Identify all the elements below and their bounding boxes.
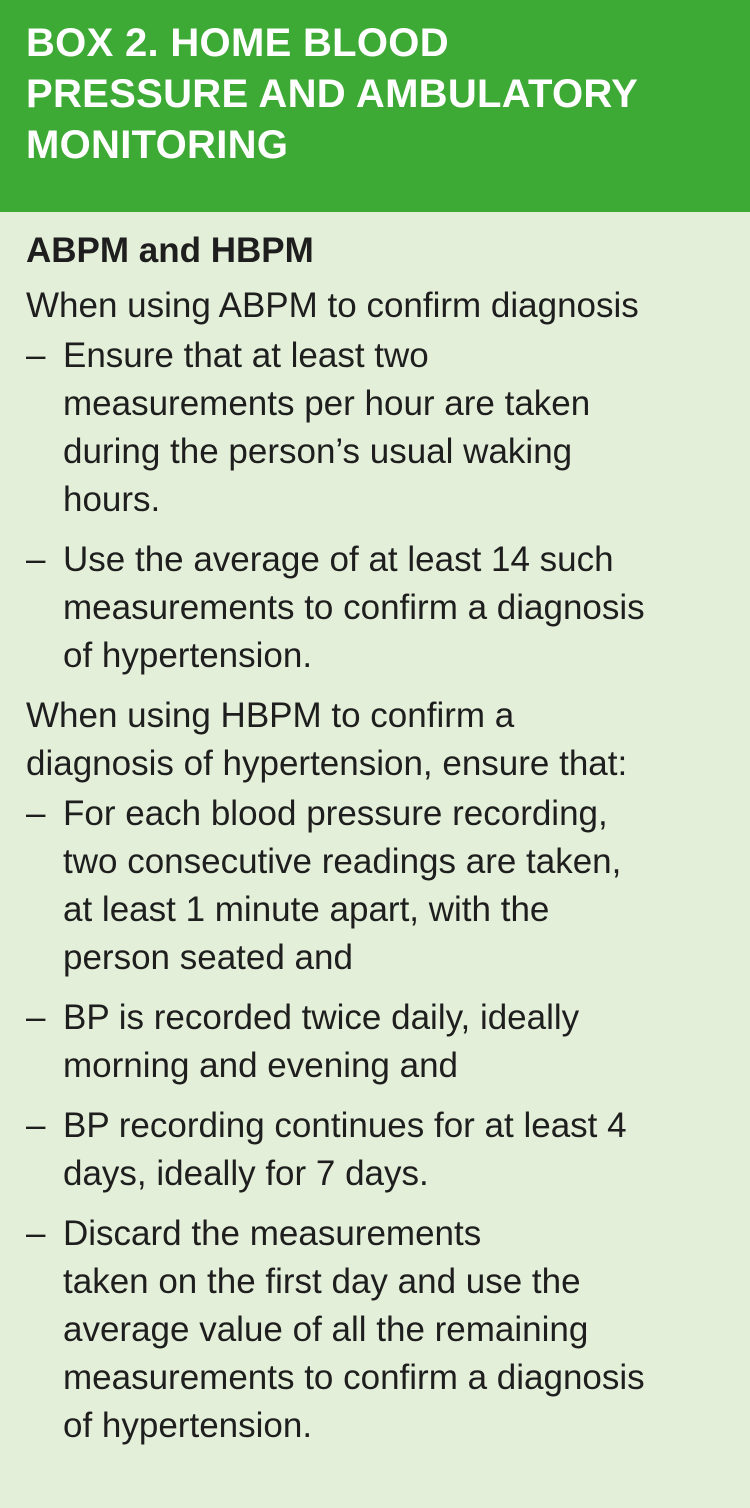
- item-line: person seated and: [63, 938, 353, 977]
- hbpm-intro-line: When using HBPM to confirm a: [26, 696, 515, 735]
- item-line: Use the average of at least 14 such: [63, 540, 614, 579]
- box-title: [26, 18, 726, 171]
- item-line: of hypertension.: [63, 636, 313, 675]
- list-item: [26, 1102, 728, 1198]
- item-line: BP recording continues for at least 4: [63, 1106, 627, 1145]
- item-line: Discard the measurements: [63, 1214, 482, 1253]
- box-title-line: PRESSURE AND AMBULATORY: [26, 72, 639, 116]
- dash-bullet: –: [26, 336, 46, 375]
- abpm-bullet-list: [26, 332, 728, 680]
- item-line: measurements per hour are taken: [63, 384, 591, 423]
- section-heading: ABPM and HBPM: [26, 231, 314, 270]
- item-line: at least 1 minute apart, with the: [63, 890, 550, 929]
- list-item: [26, 536, 728, 680]
- item-line: morning and evening and: [63, 1046, 459, 1085]
- item-line: during the person’s usual waking: [63, 432, 573, 471]
- list-item: [26, 994, 728, 1090]
- dash-bullet: –: [26, 794, 46, 833]
- abpm-intro: When using ABPM to confirm diagnosis: [26, 286, 639, 325]
- item-line: two consecutive readings are taken,: [63, 842, 622, 881]
- dash-bullet: –: [26, 540, 46, 579]
- list-item: [26, 790, 728, 982]
- item-line: Ensure that at least two: [63, 336, 429, 375]
- item-line: taken on the first day and use the: [63, 1262, 581, 1301]
- item-line: hours.: [63, 480, 161, 519]
- item-line: average value of all the remaining: [63, 1310, 589, 1349]
- hbpm-intro: [26, 692, 728, 788]
- box-content: [0, 212, 750, 1450]
- hbpm-intro-line: diagnosis of hypertension, ensure that:: [26, 744, 628, 783]
- item-line: days, ideally for 7 days.: [63, 1154, 429, 1193]
- hbpm-bullet-list: [26, 790, 728, 1450]
- box-header: [0, 0, 750, 212]
- box-title-line: BOX 2. HOME BLOOD: [26, 21, 449, 65]
- list-item: [26, 332, 728, 524]
- item-line: For each blood pressure recording,: [63, 794, 608, 833]
- item-line: measurements to confirm a diagnosis: [63, 588, 645, 627]
- item-line: BP is recorded twice daily, ideally: [63, 998, 580, 1037]
- list-item: [26, 1210, 728, 1450]
- dash-bullet: –: [26, 1214, 46, 1253]
- dash-bullet: –: [26, 998, 46, 1037]
- dash-bullet: –: [26, 1106, 46, 1145]
- item-line: measurements to confirm a diagnosis: [63, 1358, 645, 1397]
- box-title-line: MONITORING: [26, 123, 289, 167]
- item-line: of hypertension.: [63, 1406, 313, 1445]
